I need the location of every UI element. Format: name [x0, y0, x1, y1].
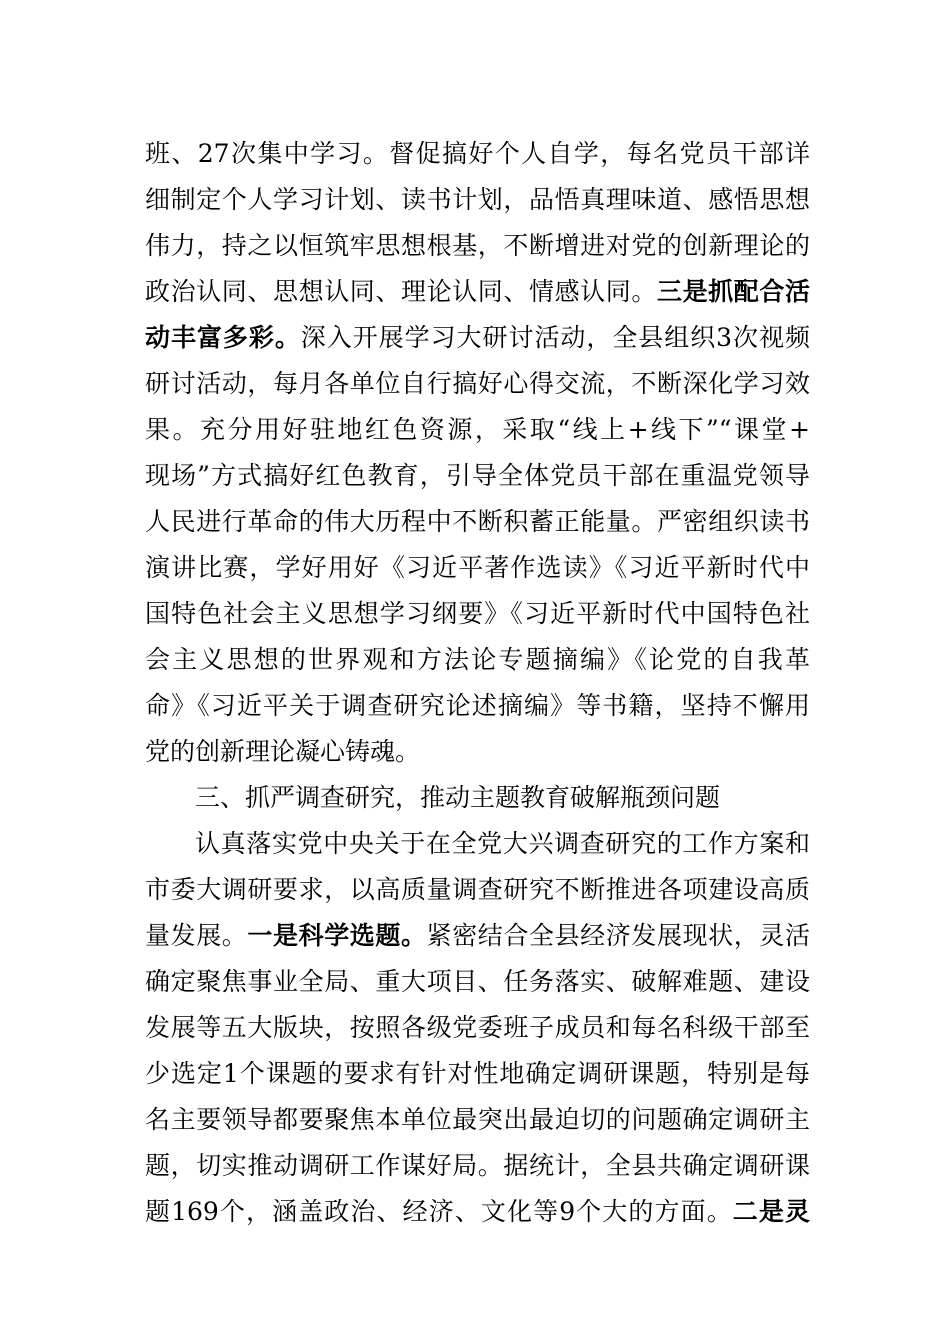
text-line: 细制定个人学习计划、读书计划，品悟真理味道、感悟思想	[145, 185, 810, 214]
text-line: 果。充分用好驻地红色资源，采取“线上+线下”“课堂+	[145, 415, 810, 444]
text-line: 演讲比赛，学好用好《习近平著作选读》《习近平新时代中	[145, 553, 810, 582]
text-line: 发展等五大版块，按照各级党委班子成员和每名科级干部至	[145, 1013, 810, 1042]
bold-run: 一是科学选题。	[247, 921, 427, 950]
text-line: 市委大调研要求，以高质量调查研究不断推进各项建设高质	[145, 875, 810, 904]
text-line: 会主义思想的世界观和方法论专题摘编》《论党的自我革	[145, 645, 810, 674]
text-line: 现场”方式搞好红色教育，引导全体党员干部在重温党领导	[145, 461, 810, 490]
bold-run: 二是灵	[732, 1197, 810, 1226]
text-line: 命》《习近平关于调查研究论述摘编》等书籍，坚持不懈用	[145, 691, 810, 720]
body-text	[145, 131, 810, 1235]
text-line: 名主要领导都要聚焦本单位最突出最迫切的问题确定调研主	[145, 1105, 810, 1134]
bold-run: 三是抓配合活	[656, 277, 810, 306]
text-line: 研讨活动，每月各单位自行搞好心得交流，不断深化学习效	[145, 369, 810, 398]
text-line: 人民进行革命的伟大历程中不断积蓄正能量。严密组织读书	[145, 507, 810, 536]
text-line: 党的创新理论凝心铸魂。	[145, 737, 421, 766]
text-line: 确定聚焦事业全局、重大项目、任务落实、破解难题、建设	[145, 967, 810, 996]
text-line: 动丰富多彩。深入开展学习大研讨活动，全县组织3次视频	[145, 323, 810, 352]
text-line: 班、27次集中学习。督促搞好个人自学，每名党员干部详	[145, 139, 810, 168]
text-line: 伟力，持之以恒筑牢思想根基，不断增进对党的创新理论的	[145, 231, 810, 260]
section-heading: 三、抓严调查研究，推动主题教育破解瓶颈问题	[195, 783, 721, 812]
bold-run: 动丰富多彩。	[145, 323, 301, 352]
text-line: 题169个，涵盖政治、经济、文化等9个大的方面。二是灵	[145, 1197, 810, 1226]
text-line: 少选定1个课题的要求有针对性地确定调研课题，特别是每	[145, 1059, 810, 1088]
text-line: 量发展。一是科学选题。紧密结合全县经济发展现状，灵活	[145, 921, 810, 950]
text-line: 政治认同、思想认同、理论认同、情感认同。三是抓配合活	[145, 277, 810, 306]
text-line: 题，切实推动调研工作谋好局。据统计，全县共确定调研课	[145, 1151, 810, 1180]
text-line: 国特色社会主义思想学习纲要》《习近平新时代中国特色社	[145, 599, 810, 628]
text-line: 认真落实党中央关于在全党大兴调查研究的工作方案和	[195, 829, 810, 858]
